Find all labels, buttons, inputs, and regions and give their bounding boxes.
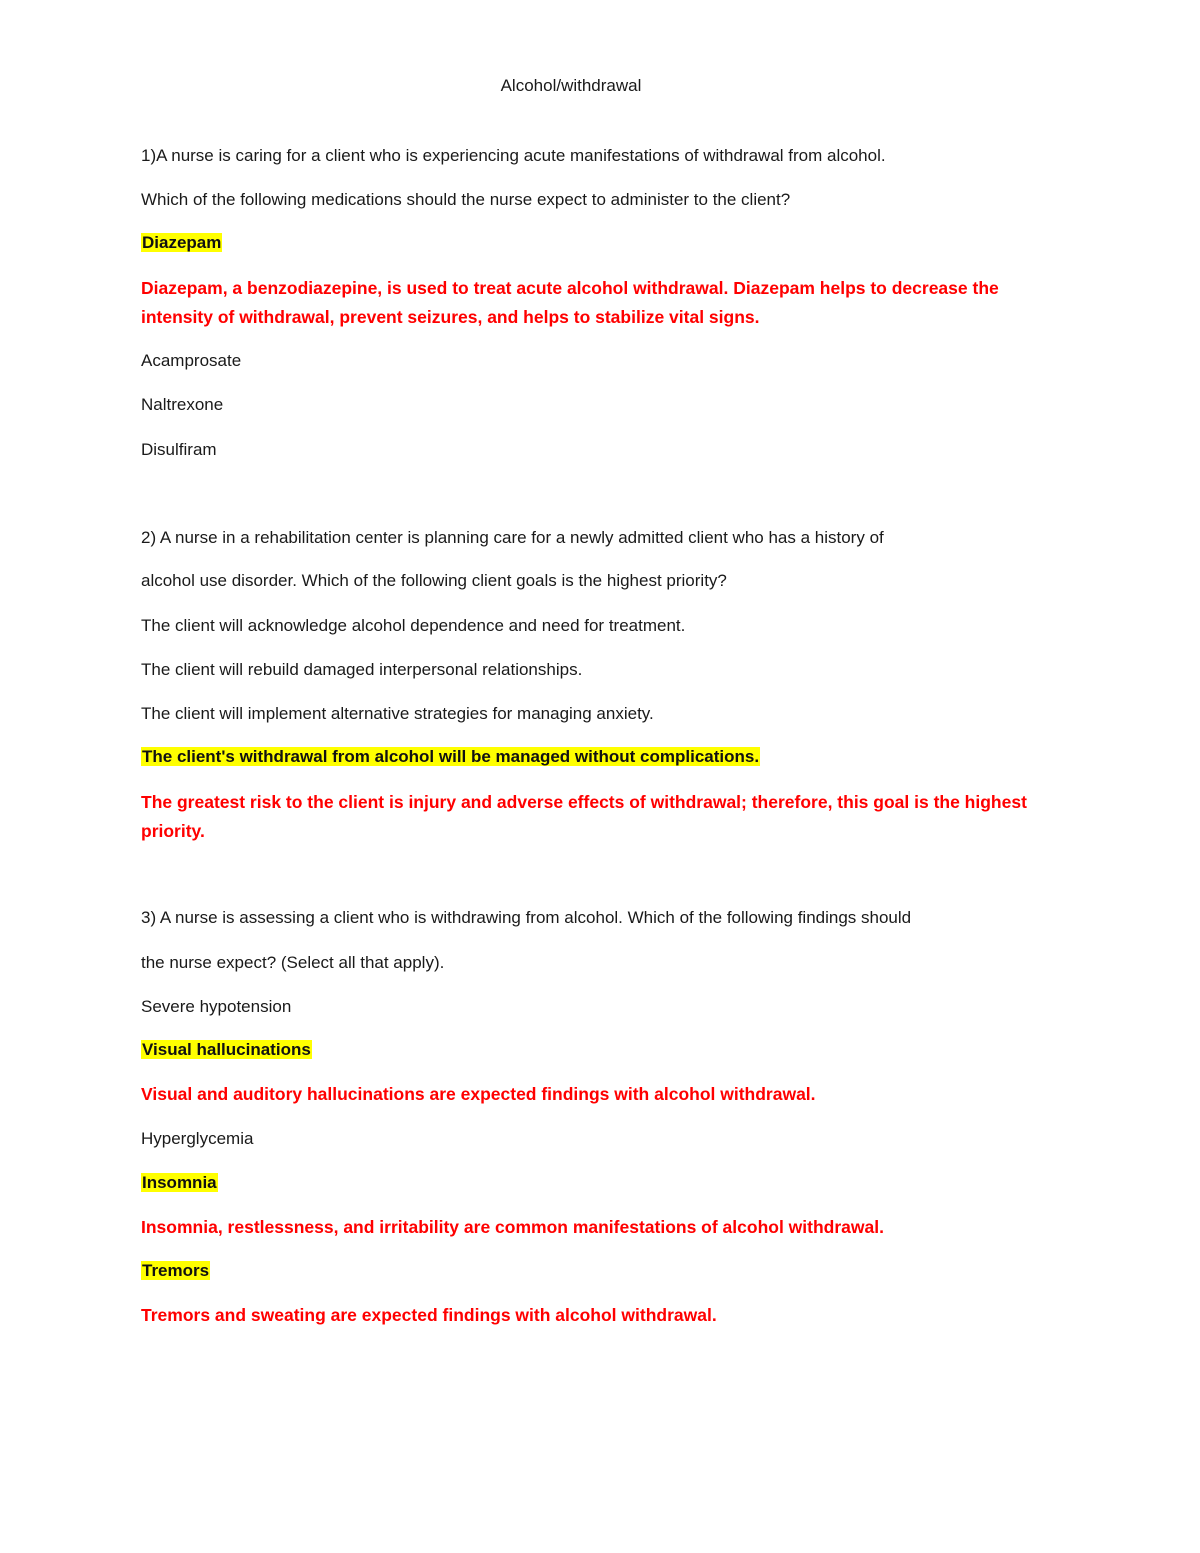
q1-option-disulfiram: Disulfiram	[141, 440, 217, 459]
q2-rationale: The greatest risk to the client is injury and adverse effects of withdrawal; therefore, this goal is the highest priority.	[141, 792, 1027, 841]
q3-rationale-hallucinations: Visual and auditory hallucinations are expected findings with alcohol withdrawal.	[141, 1084, 816, 1104]
q2-correct-answer	[141, 745, 760, 769]
q3-correct-answer-hallucinations	[141, 1038, 312, 1062]
q3-rationale-insomnia: Insomnia, restlessness, and irritability are common manifestations of alcohol withdrawal.	[141, 1217, 884, 1237]
q1-stem-line2: Which of the following medications should the nurse expect to administer to the client?	[141, 190, 791, 209]
q3-stem-line1: 3) A nurse is assessing a client who is withdrawing from alcohol. Which of the following findings should	[141, 908, 912, 927]
q3-stem-line2: the nurse expect? (Select all that apply).	[141, 953, 445, 972]
q3-option-hypotension: Severe hypotension	[141, 997, 292, 1016]
document-title: Alcohol/withdrawal	[500, 76, 642, 95]
q3-correct-answer-tremors	[141, 1259, 210, 1283]
q1-correct-answer	[141, 231, 222, 255]
q1-option-acamprosate: Acamprosate	[141, 351, 242, 370]
q2-option-rebuild: The client will rebuild damaged interpersonal relationships.	[141, 660, 583, 679]
q2-answer-highlight: The client's withdrawal from alcohol will be managed without complications.	[142, 747, 760, 766]
q3-answer3-highlight: Tremors	[142, 1261, 210, 1280]
q1-stem-line1: 1)A nurse is caring for a client who is experiencing acute manifestations of withdrawal from alcohol.	[141, 146, 886, 165]
q3-answer2-highlight: Insomnia	[142, 1173, 217, 1192]
q1-rationale: Diazepam, a benzodiazepine, is used to treat acute alcohol withdrawal. Diazepam helps to decrease the intensity of withdrawal, prevent seizures, and helps to stabilize vital signs.	[141, 278, 999, 327]
q2-stem-line2: alcohol use disorder. Which of the following client goals is the highest priority?	[141, 571, 727, 590]
q2-option-implement: The client will implement alternative strategies for managing anxiety.	[141, 704, 654, 723]
q3-option-hyperglycemia: Hyperglycemia	[141, 1129, 254, 1148]
q2-stem-line1: 2) A nurse in a rehabilitation center is planning care for a newly admitted client who has a history of	[141, 528, 884, 547]
q3-rationale-tremors: Tremors and sweating are expected findings with alcohol withdrawal.	[141, 1305, 717, 1325]
q2-option-acknowledge: The client will acknowledge alcohol dependence and need for treatment.	[141, 616, 686, 635]
q3-answer1-highlight: Visual hallucinations	[142, 1040, 311, 1059]
q3-correct-answer-insomnia	[141, 1171, 218, 1195]
q1-option-naltrexone: Naltrexone	[141, 395, 224, 414]
q1-answer-highlight: Diazepam	[142, 233, 222, 252]
